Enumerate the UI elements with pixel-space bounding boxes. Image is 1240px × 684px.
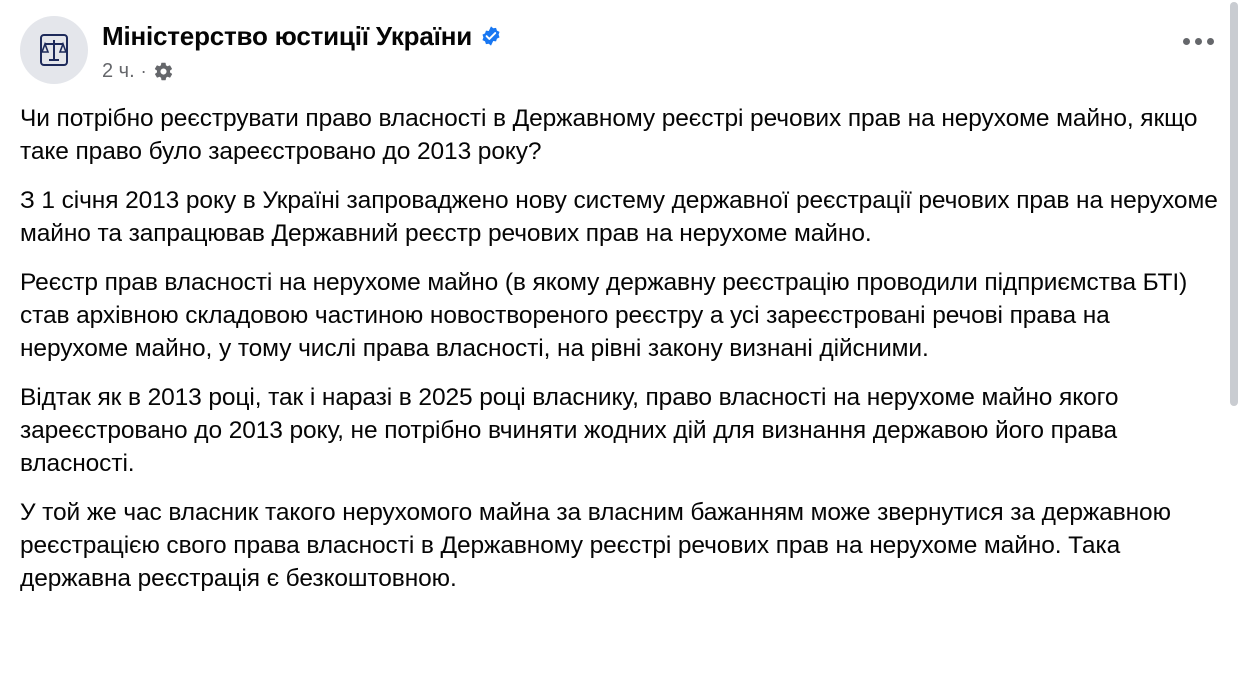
post-paragraph: З 1 січня 2013 року в Україні запроваджено нову систему державної реєстрації речових прав на нерухоме майно та запрацював Державний реєстр речових прав на нерухоме майно. <box>20 187 1218 247</box>
post-paragraph: Відтак як в 2013 році, так і наразі в 2025 році власнику, право власності на нерухоме майно якого зареєстровано до 2013 року, не потрібно вчиняти жодних дій для визнання державою його права власності. <box>20 384 1119 477</box>
post-timestamp[interactable]: 2 ч. <box>102 60 135 82</box>
post-paragraph: У той же час власник такого нерухомого майна за власним бажанням може звернутися за державною реєстрацією свого права власності в Державному реєстрі речових прав на нерухоме майно. Така державна реєстрація є безкоштовною. <box>20 499 1171 592</box>
meta-separator: · <box>140 61 147 81</box>
dot <box>1183 38 1190 45</box>
dot <box>1195 38 1202 45</box>
post-header-text <box>102 16 502 83</box>
post-header <box>20 16 1220 88</box>
scrollbar[interactable] <box>1228 0 1240 684</box>
post-paragraph: Чи потрібно реєструвати право власності в Державному реєстрі речових прав на нерухоме майно, якщо таке право було зареєстровано до 2013 року? <box>20 105 1198 165</box>
post-paragraph: Реєстр прав власності на нерухоме майно (в якому державну реєстрацію проводили підприємства БТІ) став архівною складовою частиною новоствореного реєстру а усі зареєстровані речові права на нерухоме майно, у тому числі права власності, на рівні закону визнані дійсними. <box>20 269 1188 362</box>
post-meta <box>102 59 502 83</box>
author-name[interactable]: Міністерство юстиції України <box>102 21 473 51</box>
scrollbar-thumb[interactable] <box>1230 2 1238 406</box>
post-body <box>20 102 1220 595</box>
gear-icon[interactable] <box>153 61 174 82</box>
justice-scales-icon <box>34 30 74 70</box>
dot <box>1207 38 1214 45</box>
more-options-icon[interactable] <box>1183 38 1214 45</box>
author-row <box>102 20 502 52</box>
verified-badge-icon <box>480 25 502 47</box>
avatar[interactable] <box>20 16 88 84</box>
